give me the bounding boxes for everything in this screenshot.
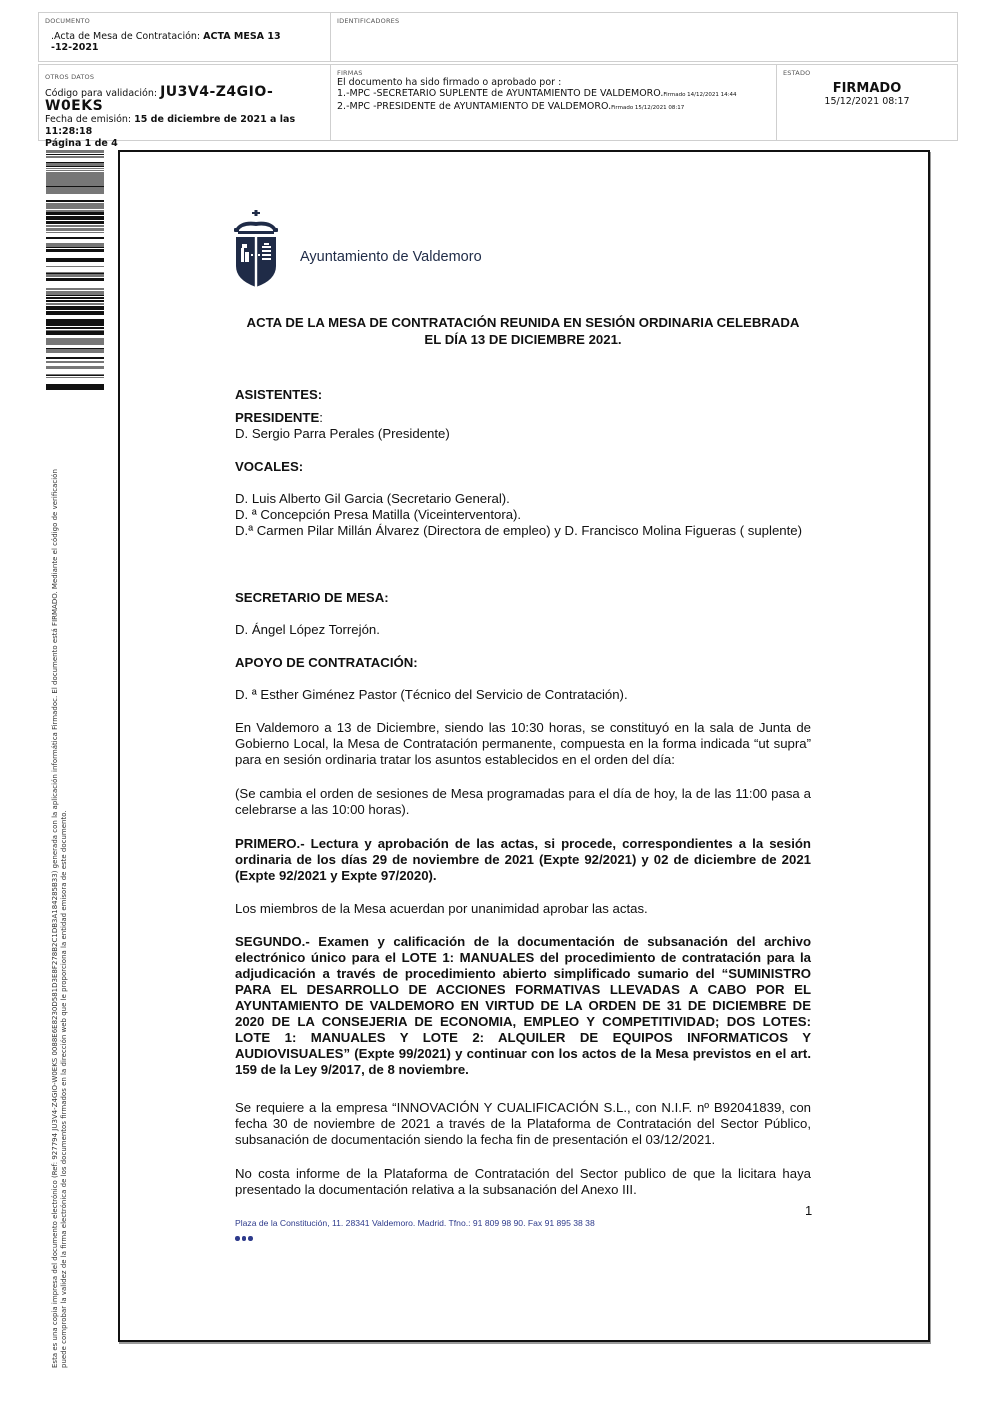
fecha-emision — [45, 114, 324, 138]
fecha-value: 15 de diciembre de 2021 a las 11:28:18 — [45, 114, 296, 137]
barcode-bar — [46, 306, 104, 310]
barcode-bar — [46, 366, 104, 369]
barcode-bar — [46, 361, 104, 363]
codigo-label: Código para validación: — [45, 88, 161, 99]
barcode-bar — [46, 179, 104, 182]
barcode-bar — [46, 163, 104, 166]
requiere-paragraph: Se requiere a la empresa “INNOVACIÓN Y CUALIFICACIÓN S.L., con N.I.F. nº B92041839, con fecha 30 de noviembre de 2021 a través de la Plataforma de Contratación del Sector Público, subsanación de documentación siendo la fecha fin de presentación el 03/12/2021. — [235, 1100, 811, 1147]
barcode-bar — [46, 237, 104, 239]
estado-label: ESTADO — [783, 69, 811, 77]
document-title-date: -12-2021 — [51, 42, 99, 53]
codigo-value[interactable]: JU3V4-Z4GIO-W0EKS — [45, 84, 274, 114]
barcode-bar — [46, 266, 104, 267]
pagina-info — [45, 138, 324, 150]
document-title — [51, 31, 324, 53]
barcode-bar — [46, 162, 104, 163]
documento-label: DOCUMENTO — [45, 17, 90, 25]
costa-paragraph: No costa informe de la Plataforma de Contratación del Sector publico de que la licitara haya presentado la documentación relativa a la subsanación del Anexo III. — [235, 1166, 811, 1197]
barcode-bar — [46, 168, 104, 169]
apoyo-heading: APOYO DE CONTRATACIÓN: — [235, 655, 418, 670]
barcode-bar — [46, 154, 104, 155]
barcode-bar — [46, 150, 104, 152]
barcode-bar — [46, 278, 104, 281]
presidente-label: PRESIDENTE — [235, 410, 320, 425]
footer-address: Plaza de la Constitución, 11. 28341 Valdemoro. Madrid. Tfno.: 91 809 98 90. Fax 91 895 38 38 — [235, 1218, 595, 1228]
identificadores-cell — [330, 12, 958, 62]
barcode-bar — [46, 288, 104, 290]
barcode-bar — [46, 291, 104, 295]
firma-date: Firmado 14/12/2021 14:44 — [663, 92, 737, 98]
barcode-bar — [46, 172, 104, 175]
barcode-bar — [46, 166, 104, 167]
heading-line-2: EL DÍA 13 DE DICIEMBRE 2021. — [424, 332, 622, 347]
document-title-bold: ACTA MESA 13 — [203, 31, 281, 42]
barcode — [46, 150, 104, 390]
barcode-bar — [46, 152, 104, 153]
vocal-item: D. ª Concepción Presa Matilla (Viceinterventora). — [235, 507, 522, 522]
barcode-bar — [46, 207, 104, 209]
barcode-bar — [46, 232, 104, 233]
intro-paragraph: En Valdemoro a 13 de Diciembre, siendo las 10:30 horas, se constituyó en la sala de Junta de Gobierno Local, la Mesa de Contratación permanente, compuesta en la forma indicada “ut supra” para en sesión ordinaria tratar los asuntos establecidos en el orden del día: — [235, 720, 811, 767]
barcode-bar — [46, 182, 104, 186]
fecha-label: Fecha de emisión: — [45, 114, 135, 125]
side-text-line-2: puede comprobar la validez de la firma electrónica de los documentos firmados en la dirección web que le proporciona la entidad emisora de este documento. — [60, 810, 68, 1368]
primero-paragraph: PRIMERO.- Lectura y aprobación de las actas, si procede, correspondientes a la sesión ordinaria de los días 29 de noviembre de 2021 (Expte 92/2021) y 02 de diciembre de 2021 (Expte 92/2021 y Expte 97/2020). — [235, 836, 811, 883]
barcode-bar — [46, 243, 104, 247]
barcode-bar — [46, 210, 104, 212]
organization-name: Ayuntamiento de Valdemoro — [300, 249, 482, 265]
barcode-bar — [46, 274, 104, 277]
secretario-name: D. Ángel López Torrejón. — [235, 622, 380, 637]
coat-of-arms-logo — [232, 210, 280, 288]
barcode-bar — [46, 225, 104, 226]
firmas-intro: El documento ha sido firmado o aprobado por : — [337, 77, 562, 88]
otros-datos-cell — [38, 64, 331, 149]
barcode-bar — [46, 303, 104, 305]
barcode-bar — [46, 357, 104, 359]
documento-cell — [38, 12, 331, 62]
barcode-bar — [46, 212, 104, 213]
barcode-bar — [46, 273, 104, 274]
side-text-line-1: Esta es una copia impresa del documento electrónico (Ref: 927794 JU3V4-Z4GIO-W0EKS 0088E6E8230D581D3E8F278B2C1DB3A184285B33) generada con la aplicación informática Firmadoc. El documento está FIRMADO. Mediante el código de verificación — [51, 469, 59, 1368]
asistentes-heading: ASISTENTES: — [235, 387, 323, 402]
verification-side-text — [51, 388, 69, 1368]
estado-date: 15/12/2021 08:17 — [824, 96, 910, 107]
firmas-cell — [330, 64, 777, 141]
presidente-colon: : — [319, 410, 323, 425]
barcode-bar — [46, 322, 104, 326]
barcode-bar — [46, 348, 104, 349]
firma-date: Firmado 15/12/2021 08:17 — [611, 105, 685, 111]
page-number: 1 — [805, 1203, 813, 1218]
barcode-bar — [46, 191, 104, 194]
segundo-paragraph: SEGUNDO.- Examen y calificación de la documentación de subsanación del archivo electrónico único para el LOTE 1: MANUALES del procedimiento de contratación para la adjudicación a través de procedimiento abierto simplificado sumario del “SUMINISTRO PARA EL DESARROLLO DE ACCIONES FORMATIVAS LLEVADAS A CABO POR EL AYUNTAMIENTO DE VALDEMORO EN VIRTUD DE LA ORDEN DE 31 DE DICIEMBRE DE 2020 DE LA CONSEJERIA DE ECONOMIA, EMPLEO Y COMPETITIVIDAD; DOS LOTES: LOTE 1: MANUALES Y LOTE 2: ALQUILER DE EQUIPOS INFORMATICOS Y AUDIOVISUALES” (Expte 99/2021) y continuar con los actos de la Mesa previstos en el art. 159 de la Ley 9/2017, de 8 noviembre. — [235, 934, 811, 1077]
pagina-value: Página 1 de 4 — [45, 138, 118, 149]
barcode-bar — [46, 349, 104, 353]
barcode-bar — [46, 374, 104, 375]
barcode-bar — [46, 311, 104, 315]
barcode-bar — [46, 338, 104, 341]
footer-dots-icon — [235, 1236, 253, 1241]
barcode-bar — [46, 300, 104, 302]
secretario-heading: SECRETARIO DE MESA: — [235, 590, 389, 605]
barcode-bar — [46, 295, 104, 296]
vocal-item: D. Luis Alberto Gil Garcia (Secretario General). — [235, 491, 510, 506]
barcode-bar — [46, 327, 104, 329]
barcode-bar — [46, 170, 104, 171]
heading-line-1: ACTA DE LA MESA DE CONTRATACIÓN REUNIDA EN SESIÓN ORDINARIA CELEBRADA — [246, 315, 800, 330]
barcode-bar — [46, 221, 104, 224]
presidente-name: D. Sergio Parra Perales (Presidente) — [235, 426, 450, 441]
barcode-bar — [46, 258, 104, 262]
barcode-bar — [46, 226, 104, 227]
barcode-bar — [46, 341, 104, 345]
vocal-item: D.ª Carmen Pilar Millán Álvarez (Directora de empleo) y D. Francisco Molina Figueras ( suplente) — [235, 523, 803, 538]
identificadores-label: IDENTIFICADORES — [337, 17, 400, 25]
cambio-paragraph: (Se cambia el orden de sesiones de Mesa programadas para el día de hoy, la de las 11:00 pasa a celebrarse a las 10:00 horas). — [235, 786, 811, 817]
barcode-bar — [46, 247, 104, 248]
firma-item — [337, 88, 770, 101]
otros-datos-label: OTROS DATOS — [45, 73, 95, 81]
firma-text: 1.-MPC -SECRETARIO SUPLENTE de AYUNTAMIENTO DE VALDEMORO. — [337, 88, 664, 99]
barcode-bar — [46, 319, 104, 322]
barcode-bar — [46, 200, 104, 202]
estado-cell — [776, 64, 958, 141]
estado-status: FIRMADO — [832, 81, 902, 96]
barcode-bar — [46, 375, 104, 376]
firmas-label: FIRMAS — [337, 69, 363, 77]
firma-text: 2.-MPC -PRESIDENTE de AYUNTAMIENTO DE VALDEMORO. — [337, 101, 612, 112]
barcode-bar — [46, 213, 104, 215]
barcode-bar — [46, 377, 104, 378]
barcode-bar — [46, 249, 104, 252]
barcode-bar — [46, 187, 104, 191]
barcode-bar — [46, 331, 104, 335]
barcode-bar — [46, 175, 104, 179]
barcode-bar — [46, 203, 104, 207]
vocales-heading: VOCALES: — [235, 459, 304, 474]
acuerdo-paragraph: Los miembros de la Mesa acuerdan por unanimidad aprobar las actas. — [235, 901, 648, 916]
barcode-bar — [46, 297, 104, 299]
barcode-bar — [46, 216, 104, 220]
apoyo-name: D. ª Esther Giménez Pastor (Técnico del Servicio de Contratación). — [235, 687, 628, 702]
presidente-section — [235, 410, 811, 426]
barcode-bar — [46, 156, 104, 158]
barcode-bar — [46, 272, 104, 273]
document-heading — [222, 314, 824, 348]
barcode-bar — [46, 330, 104, 331]
barcode-bar — [46, 186, 104, 187]
firma-item — [337, 101, 770, 114]
codigo-validacion — [45, 86, 324, 114]
document-title-prefix: .Acta de Mesa de Contratación: — [51, 31, 204, 42]
barcode-bar — [46, 228, 104, 231]
